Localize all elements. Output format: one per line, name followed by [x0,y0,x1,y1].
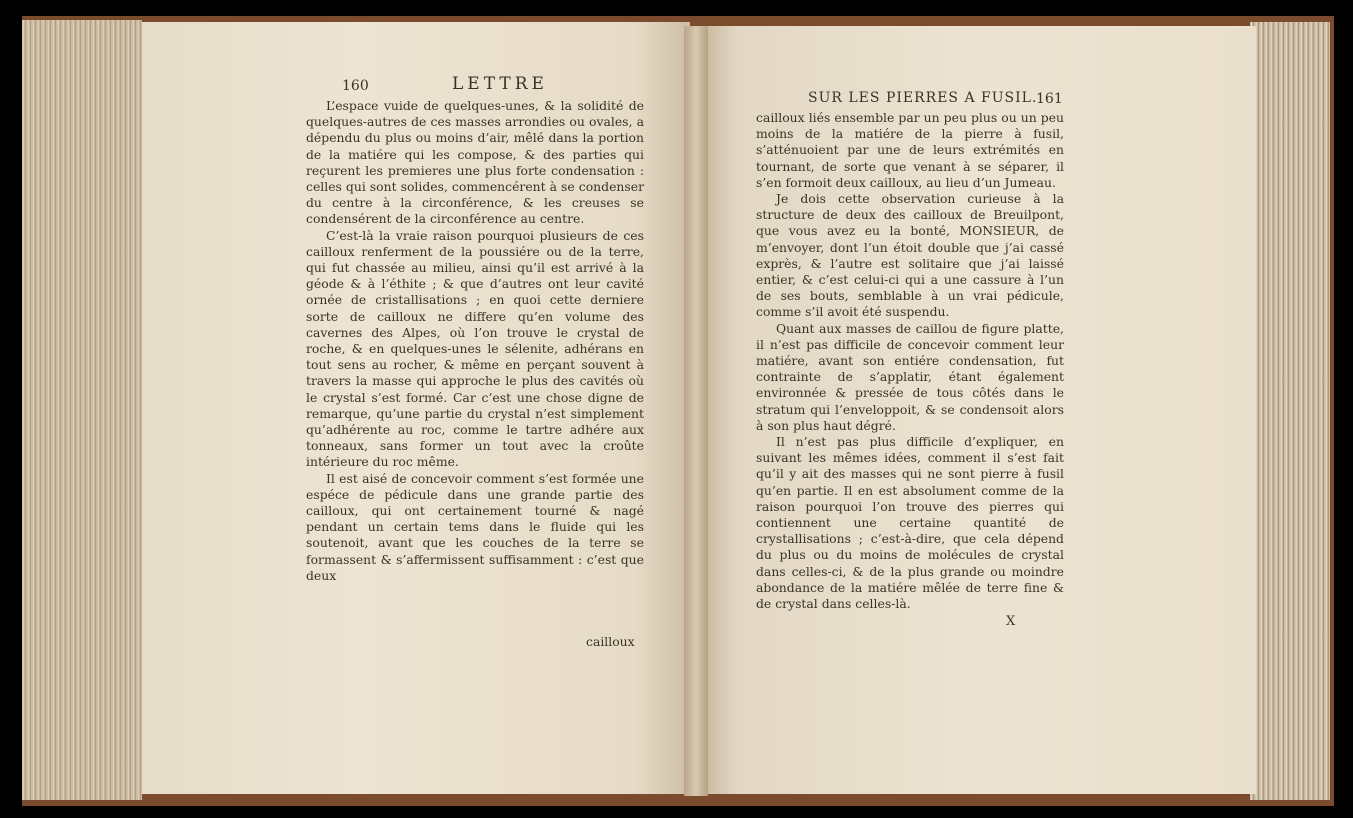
right-page-text [756,110,1064,612]
paragraph: L’espace vuide de quelques-unes, & la solidité de quelques-autres de ces masses arrondies ou ovales, a dépendu du plus ou moins d’air, mêlé dans la portion de la matiére qui les compose, & des parties qui reçurent les premieres une plus forte condensation : celles qui sont solides, commencérent à se condenser du centre à la circonférence, & les creuses se condensérent de la circonférence au centre. [306,98,644,227]
right-page-number: 161 [1036,91,1063,107]
paragraph: Quant aux masses de caillou de figure platte, il n’est pas difficile de concevoir comment leur matiére, avant son entiére condensation, fut contrainte de s’applatir, étant également environnée & pressée de tous côtés dans le stratum qui l’enveloppoit, & se condensoit alors à son plus haut dégré. [756,320,1064,433]
paragraph: Je dois cette observation curieuse à la structure de deux des cailloux de Breuilpont, que vous avez eu la bonté, MONSIEUR, de m’envoyer, dont l’un étoit double que j’ai cassé exprès, & l’autre est solitaire que j’ai laissé entier, & c’est celui-ci qui a une cassure à l’un de ses bouts, semblable à un vrai pédicule, comme s’il avoit été suspendu. [756,191,1064,320]
paragraph: Il est aisé de concevoir comment s’est formée une espéce de pédicule dans une grande partie des cailloux, qui ont certainement tourné & nagé pendant un certain tems dans le fluide qui les soutenoit, avant que les couches de la terre se formassent & s’affermissent suffisamment : c’est que deux [306,470,644,583]
page-edges-right [1250,22,1330,800]
paragraph: Il n’est pas plus difficile d’expliquer, en suivant les mêmes idées, comment il s’est fait qu’il y ait des masses qui ne sont pierre à fusil qu’en partie. Il en est absolument comme de la raison pourquoi l’on trouve des pierres qui contiennent une certaine quantité de crystallisations ; c’est-à-dire, que cela dépend du plus ou du moins de molécules de crystal dans celles-ci, & de la plus grande ou moindre abondance de la matiére mêlée de terre fine & de crystal dans celles-là. [756,434,1064,612]
paragraph: C’est-là la vraie raison pourquoi plusieurs de ces cailloux renferment de la poussiére ou de la terre, qui fut chassée au milieu, ainsi qu’il est arrivé à la géode & à l’éthite ; & que d’autres ont leur cavité ornée de cristallisations ; en quoi cette derniere sorte de cailloux ne differe qu’en volume des cavernes des Alpes, où l’on trouve le crystal de roche, & en quelques-unes le sélenite, adhérans en tout sens au rocher, & même en perçant souvent à travers la masse qui approche le plus des cavités où le crystal s’est formé. Car c’est une chose digne de remarque, qu’une partie du crystal n’est simplement qu’adhérente au roc, comme le tartre adhére aux tonneaux, sans former un tout avec la croûte intérieure du roc même. [306,227,644,470]
left-catchword: cailloux [586,634,635,649]
left-running-head: LETTRE [452,74,548,94]
paragraph: cailloux liés ensemble par un peu plus ou un peu moins de la matiére de la pierre à fusil, s’atténuoient par une de leurs extrémités en tournant, de sorte que venant à se séparer, il s’en formoit deux cailloux, au lieu d’un Jumeau. [756,110,1064,190]
book-gutter [684,26,708,796]
signature-mark: X [1006,614,1016,629]
left-page-number: 160 [342,78,369,94]
right-running-head: SUR LES PIERRES A FUSIL. [808,90,1038,106]
page-edges-left [22,20,142,800]
left-page-text [306,98,644,584]
